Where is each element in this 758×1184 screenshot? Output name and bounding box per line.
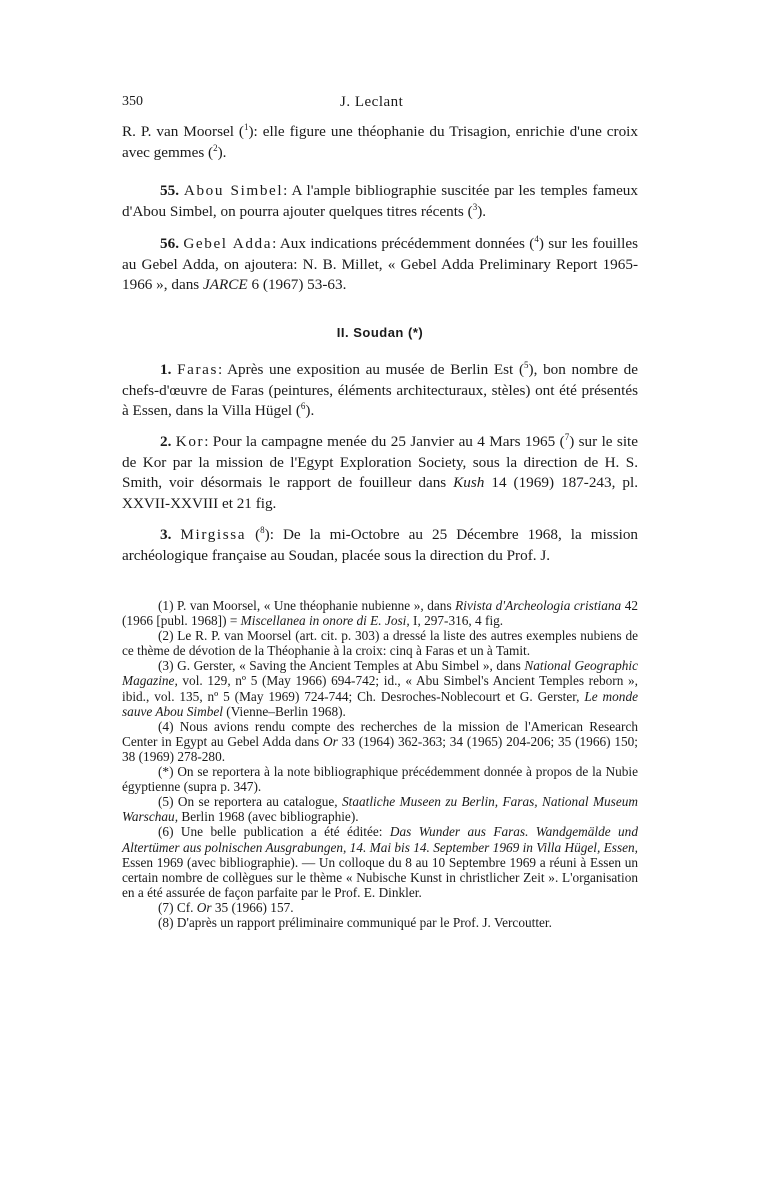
footnote-star: (*) On se reportera à la note bibliographique précédemment donnée à propos de la Nubie égyptienne (supra p. 347). <box>122 764 638 795</box>
place-name: Kor <box>175 433 205 450</box>
paragraph-kor: 2. Kor: Pour la campagne menée du 25 Janvier au 4 Mars 1965 ($^7$) sur le site de Kor par la mission de l'Egypt Exploration Society, sous la direction de H. S. Smith, voir désormais le rapport de fouilleur dans Kush 14 (1969) 187-243, pl. XXVII-XXVIII et 21 fig. <box>122 431 639 512</box>
page-number: 350 <box>122 94 143 109</box>
footnote-5: (5) On se reportera au catalogue, Staatliche Museen zu Berlin, Faras, National Museum Warschau, Berlin 1968 (avec bibliographie). <box>122 794 638 825</box>
place-name: Faras <box>177 361 218 378</box>
page-header <box>122 94 638 114</box>
place-name: Gebel Adda <box>183 235 273 252</box>
paragraph-55: 55. Abou Simbel: A l'ample bibliographie suscitée par les temples fameux d'Abou Simbel, on pourra ajouter quelques titres récents ($^3$). <box>122 182 638 220</box>
footnote-8: (8) D'après un rapport préliminaire communiqué par le Prof. J. Vercoutter. <box>158 914 552 930</box>
paragraph-56: 56. Gebel Adda: Aux indications précédemment données ($^4$) sur les fouilles au Gebel Adda, on ajoutera: N. B. Millet, « Gebel Adda Preliminary Report 1965-1966 », dans JARCE 6 (1967) 53-63. <box>122 233 638 293</box>
footnote-7: (7) Cf. Or 35 (1966) 157. <box>158 899 294 915</box>
paragraph-mirgissa: 3. Mirgissa ($^8$): De la mi-Octobre au 25 Décembre 1968, la mission archéologique française au Soudan, placée sous la direction du Prof. J. <box>122 524 639 564</box>
place-name: Mirgissa <box>180 526 247 543</box>
footnote-1: (1) P. van Moorsel, « Une théophanie nubienne », dans Rivista d'Archeologia cristiana 42 (1966 [publ. 1968]) = Miscellanea in onore di E. Josi, I, 297-316, 4 fig. <box>122 598 639 629</box>
paragraph-continued: R. P. van Moorsel ($^1$): elle figure une théophanie du Trisagion, enrichie d'une croix avec gemmes ($^2$). <box>122 121 638 161</box>
place-name: Abou Simbel <box>183 182 284 199</box>
footnote-2: (2) Le R. P. van Moorsel (art. cit. p. 303) a dressé la liste des autres exemples nubiens de ce thème de dévotion de la Théophanie à la croix: cinq à Faras et un à Tamit. <box>122 628 638 659</box>
footnotes <box>122 598 638 930</box>
section-title: II. Soudan (*) <box>336 325 424 340</box>
footnote-6: (6) Une belle publication a été éditée: Das Wunder aus Faras. Wandgemälde und Altertümer aus polnischen Ausgrabungen, 14. Mai bis 14. September 1969 in Villa Hügel, Essen, Essen 1969 (avec bibliographie). — Un colloque du 8 au 10 Septembre 1969 a réuni à Essen un certain nombre de collègues sur le thème « Nubische Kunst in christlicher Zeit ». L'organisation en a été assurée de façon parfaite par le Prof. E. Dinkler. <box>122 824 638 900</box>
footnote-3: (3) G. Gerster, « Saving the Ancient Temples at Abu Simbel », dans National Geographic Magazine, vol. 129, nº 5 (May 1966) 694-742; id., « Abu Simbel's Ancient Temples reborn », ibid., vol. 135, nº 5 (May 1969) 724-744; Ch. Desroches-Noblecourt et G. Gerster, Le monde sauve Abou Simbel (Vienne–Berlin 1968). <box>122 658 639 719</box>
paragraph-faras: 1. Faras: Après une exposition au musée de Berlin Est ($^5$), bon nombre de chefs-d'œuvre de Faras (peintures, éléments architecturaux, stèles) ont été présentés à Essen, dans la Villa Hügel ($^6$). <box>122 359 638 419</box>
footnote-4: (4) Nous avions rendu compte des recherches de la mission de l'American Research Center in Egypt au Gebel Adda dans Or 33 (1964) 362-363; 34 (1965) 204-206; 35 (1966) 150; 38 (1969) 278-280. <box>122 718 638 764</box>
running-head: J. Leclant <box>340 94 404 110</box>
